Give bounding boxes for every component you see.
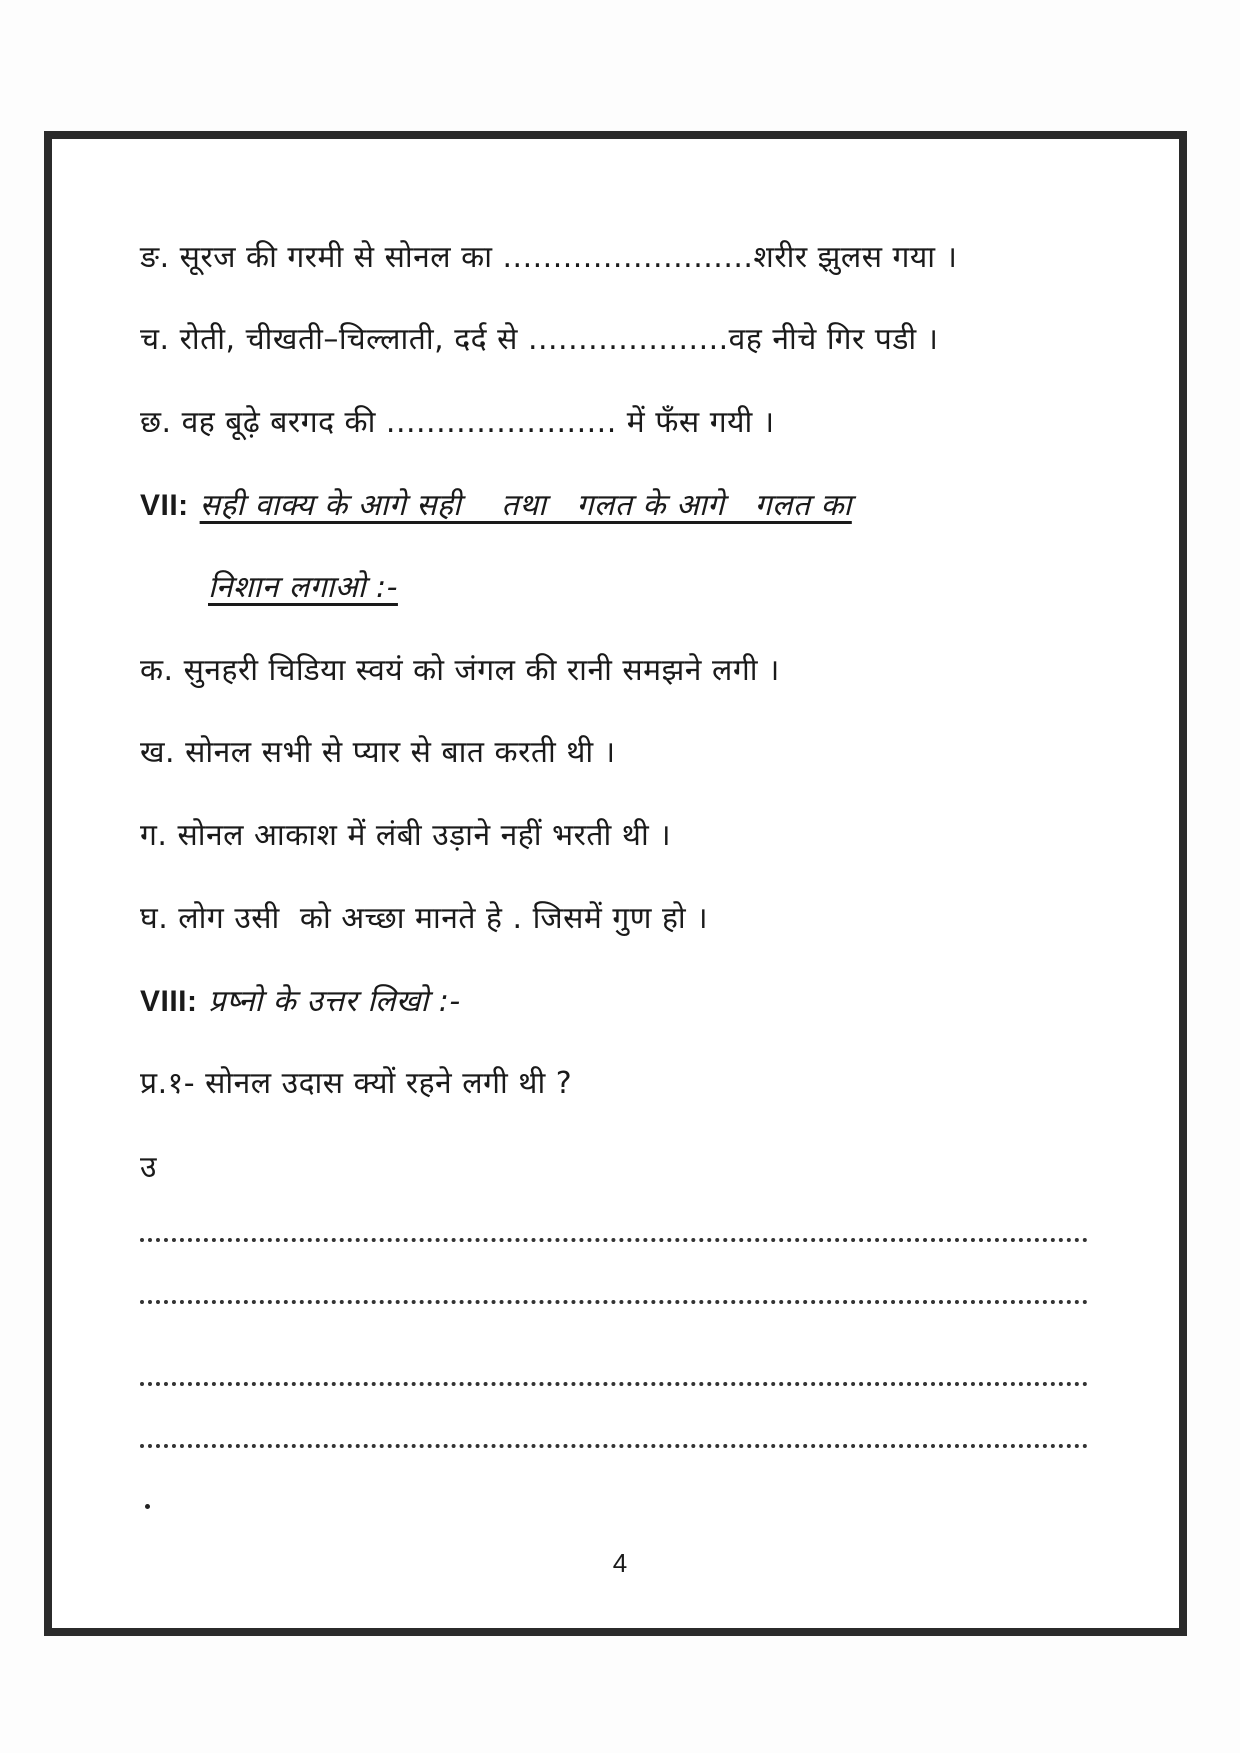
answer-line-2[interactable] <box>140 1296 1088 1304</box>
section-viii-number: VIII: <box>140 985 198 1018</box>
page-number: 4 <box>612 1548 628 1578</box>
section-vii-title-line1: सही वाक्य के आगे सही तथा गलत के आगे गलत का <box>199 488 852 523</box>
stray-dot-mark <box>145 1504 150 1509</box>
section-viii-heading <box>140 982 461 1022</box>
section-viii-title: प्रष्नो के उत्तर लिखो :- <box>208 984 461 1019</box>
fill-blank-item-cha: च. रोती, चीखती–चिल्लाती, दर्द से ....................वह नीचे गिर पडी । <box>140 322 939 357</box>
answer-line-4[interactable] <box>140 1440 1088 1448</box>
answer-line-3[interactable] <box>140 1378 1088 1386</box>
true-false-item-gha: घ. लोग उसी को अच्छा मानते हे . जिसमें गुण हो । <box>140 901 709 936</box>
true-false-item-kha: ख. सोनल सभी से प्यार से बात करती थी । <box>140 735 616 770</box>
answer-line-1[interactable] <box>140 1234 1088 1242</box>
question-1: प्र.१- सोनल उदास क्यों रहने लगी थी ? <box>140 1066 573 1101</box>
section-vii-heading <box>140 486 852 526</box>
section-vii-title-line2: निशान लगाओ :- <box>208 570 398 605</box>
fill-blank-item-chha: छ. वह बूढ़े बरगद की ....................... में फँस गयी । <box>140 405 775 440</box>
fill-blank-item-nga: ङ. सूरज की गरमी से सोनल का .........................शरीर झुलस गया । <box>140 240 958 275</box>
true-false-item-ga: ग. सोनल आकाश में लंबी उड़ाने नहीं भरती थी । <box>140 818 672 853</box>
section-vii-number: VII: <box>140 489 189 522</box>
section-vii-title-line2-wrap <box>208 568 398 608</box>
answer-label: उ <box>140 1150 157 1185</box>
true-false-item-ka: क. सुनहरी चिडिया स्वयं को जंगल की रानी समझने लगी । <box>140 653 780 688</box>
